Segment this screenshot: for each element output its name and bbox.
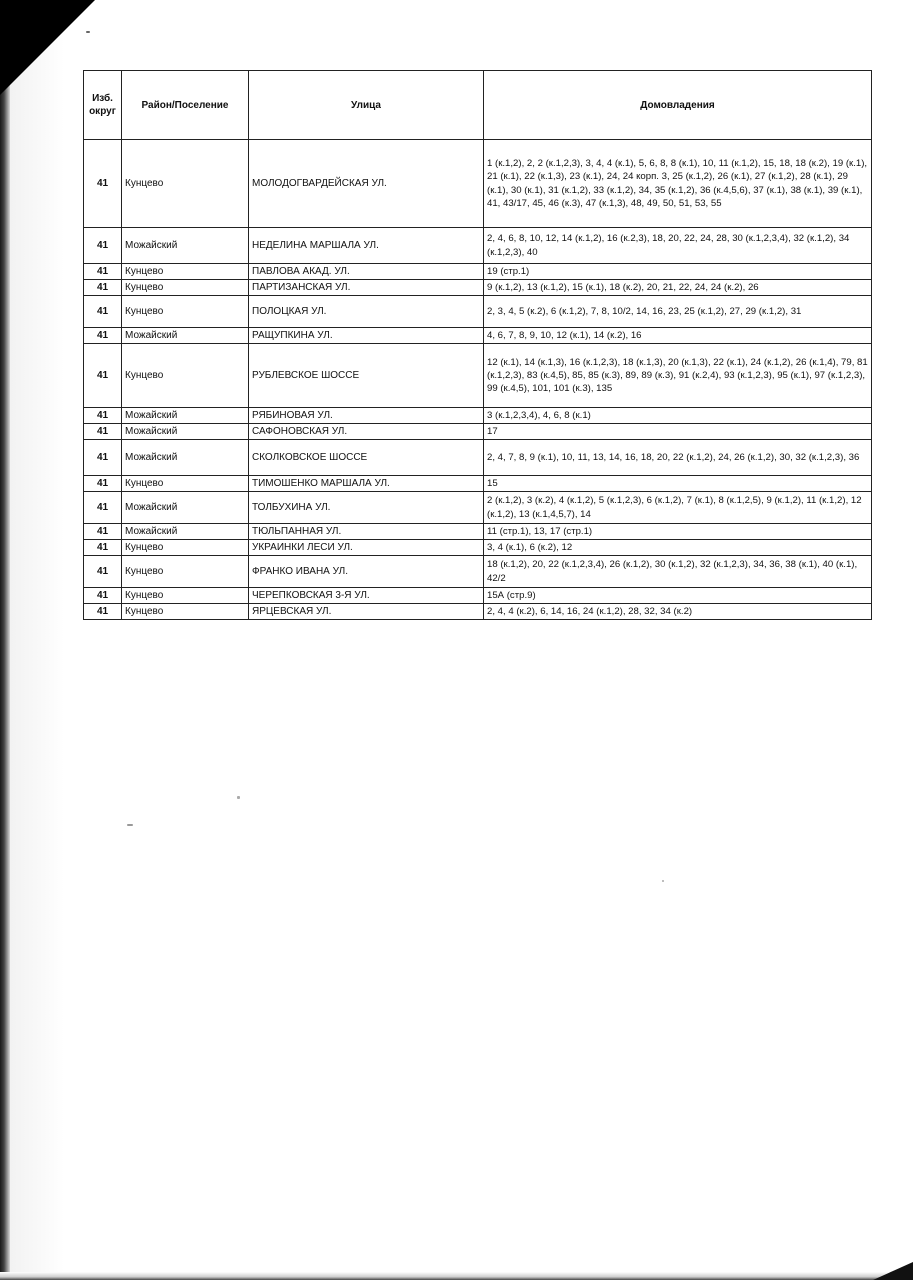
cell-district: Кунцево: [122, 280, 249, 296]
cell-street: ТОЛБУХИНА УЛ.: [249, 492, 484, 524]
cell-okrug: 41: [84, 280, 122, 296]
cell-street: ТЮЛЬПАННАЯ УЛ.: [249, 524, 484, 540]
cell-okrug: 41: [84, 140, 122, 228]
header-street: Улица: [249, 71, 484, 140]
cell-district: Кунцево: [122, 296, 249, 328]
cell-okrug: 41: [84, 344, 122, 408]
table-row: [84, 296, 872, 328]
header-district: Район/Поселение: [122, 71, 249, 140]
cell-district: Кунцево: [122, 588, 249, 604]
scan-corner-top-left: [0, 0, 95, 95]
cell-district: Кунцево: [122, 344, 249, 408]
cell-okrug: 41: [84, 540, 122, 556]
cell-district: Кунцево: [122, 540, 249, 556]
cell-okrug: 41: [84, 588, 122, 604]
table-row: [84, 440, 872, 476]
table-header-row: [84, 71, 872, 140]
cell-houses: 2 (к.1,2), 3 (к.2), 4 (к.1,2), 5 (к.1,2,3), 6 (к.1,2), 7 (к.1), 8 (к.1,2,5), 9 (к.1,2), 11 (к.1,2), 12 (к.1,2), 13 (к.1,4,5,7), 14: [484, 492, 872, 524]
cell-houses: 3 (к.1,2,3,4), 4, 6, 8 (к.1): [484, 408, 872, 424]
cell-street: ФРАНКО ИВАНА УЛ.: [249, 556, 484, 588]
cell-district: Кунцево: [122, 264, 249, 280]
cell-okrug: 41: [84, 492, 122, 524]
table-row: [84, 280, 872, 296]
cell-street: МОЛОДОГВАРДЕЙСКАЯ УЛ.: [249, 140, 484, 228]
cell-okrug: 41: [84, 424, 122, 440]
scan-corner-bottom-right: [873, 1262, 913, 1280]
cell-street: ПОЛОЦКАЯ УЛ.: [249, 296, 484, 328]
table-row: [84, 228, 872, 264]
table-row: [84, 476, 872, 492]
cell-street: ПАРТИЗАНСКАЯ УЛ.: [249, 280, 484, 296]
cell-okrug: 41: [84, 524, 122, 540]
cell-houses: 2, 3, 4, 5 (к.2), 6 (к.1,2), 7, 8, 10/2, 14, 16, 23, 25 (к.1,2), 27, 29 (к.1,2), 31: [484, 296, 872, 328]
table-row: [84, 540, 872, 556]
scan-speck: [86, 31, 90, 33]
cell-okrug: 41: [84, 264, 122, 280]
cell-street: РАЩУПКИНА УЛ.: [249, 328, 484, 344]
cell-district: Можайский: [122, 440, 249, 476]
table-row: [84, 556, 872, 588]
cell-houses: 12 (к.1), 14 (к.1,3), 16 (к.1,2,3), 18 (к.1,3), 20 (к.1,3), 22 (к.1), 24 (к.1,2), 26 (к.1,4), 79, 81 (к.1,2,3), 83 (к.4,5), 85, 85 (к.3), 89, 89 (к.3), 91 (к.2,4), 93 (к.1,2,3), 95 (к.1), 97 (к.1,2,3), 99 (к.4,5), 101, 101 (к.3), 135: [484, 344, 872, 408]
table-row: [84, 344, 872, 408]
cell-street: РУБЛЕВСКОЕ ШОССЕ: [249, 344, 484, 408]
address-table: [83, 70, 872, 620]
scan-bottom-edge: [0, 1272, 913, 1280]
cell-street: ЯРЦЕВСКАЯ УЛ.: [249, 604, 484, 620]
cell-houses: 15: [484, 476, 872, 492]
cell-street: РЯБИНОВАЯ УЛ.: [249, 408, 484, 424]
cell-houses: 2, 4, 6, 8, 10, 12, 14 (к.1,2), 16 (к.2,3), 18, 20, 22, 24, 28, 30 (к.1,2,3,4), 32 (к.1,2), 34 (к.1,2,3), 40: [484, 228, 872, 264]
cell-district: Можайский: [122, 524, 249, 540]
cell-district: Можайский: [122, 424, 249, 440]
cell-houses: 2, 4, 7, 8, 9 (к.1), 10, 11, 13, 14, 16, 18, 20, 22 (к.1,2), 24, 26 (к.1,2), 30, 32 (к.1,2,3), 36: [484, 440, 872, 476]
scan-left-edge: [0, 0, 10, 1280]
cell-street: УКРАИНКИ ЛЕСИ УЛ.: [249, 540, 484, 556]
cell-houses: 18 (к.1,2), 20, 22 (к.1,2,3,4), 26 (к.1,2), 30 (к.1,2), 32 (к.1,2,3), 34, 36, 38 (к.1), 40 (к.1), 42/2: [484, 556, 872, 588]
header-houses: Домовладения: [484, 71, 872, 140]
cell-street: САФОНОВСКАЯ УЛ.: [249, 424, 484, 440]
cell-district: Кунцево: [122, 140, 249, 228]
cell-street: СКОЛКОВСКОЕ ШОССЕ: [249, 440, 484, 476]
cell-district: Кунцево: [122, 476, 249, 492]
cell-okrug: 41: [84, 604, 122, 620]
cell-district: Можайский: [122, 328, 249, 344]
cell-okrug: 41: [84, 440, 122, 476]
cell-district: Кунцево: [122, 604, 249, 620]
scan-speck: [127, 824, 133, 826]
table-row: [84, 524, 872, 540]
cell-district: Можайский: [122, 492, 249, 524]
cell-street: НЕДЕЛИНА МАРШАЛА УЛ.: [249, 228, 484, 264]
table-row: [84, 140, 872, 228]
cell-houses: 4, 6, 7, 8, 9, 10, 12 (к.1), 14 (к.2), 16: [484, 328, 872, 344]
cell-street: ПАВЛОВА АКАД. УЛ.: [249, 264, 484, 280]
scan-speck: [662, 880, 664, 882]
table-row: [84, 604, 872, 620]
cell-street: ТИМОШЕНКО МАРШАЛА УЛ.: [249, 476, 484, 492]
cell-district: Кунцево: [122, 556, 249, 588]
cell-okrug: 41: [84, 556, 122, 588]
cell-houses: 2, 4, 4 (к.2), 6, 14, 16, 24 (к.1,2), 28, 32, 34 (к.2): [484, 604, 872, 620]
cell-houses: 11 (стр.1), 13, 17 (стр.1): [484, 524, 872, 540]
cell-street: ЧЕРЕПКОВСКАЯ 3-Я УЛ.: [249, 588, 484, 604]
table-row: [84, 408, 872, 424]
cell-houses: 19 (стр.1): [484, 264, 872, 280]
table-row: [84, 492, 872, 524]
table-row: [84, 588, 872, 604]
cell-okrug: 41: [84, 228, 122, 264]
cell-district: Можайский: [122, 408, 249, 424]
cell-houses: 9 (к.1,2), 13 (к.1,2), 15 (к.1), 18 (к.2), 20, 21, 22, 24, 24 (к.2), 26: [484, 280, 872, 296]
cell-okrug: 41: [84, 328, 122, 344]
cell-okrug: 41: [84, 476, 122, 492]
table-row: [84, 264, 872, 280]
table-row: [84, 328, 872, 344]
cell-okrug: 41: [84, 296, 122, 328]
cell-houses: 1 (к.1,2), 2, 2 (к.1,2,3), 3, 4, 4 (к.1), 5, 6, 8, 8 (к.1), 10, 11 (к.1,2), 15, 18, 18 (к.2), 19 (к.1), 21 (к.1), 22 (к.1,3), 23 (к.1), 24, 24 корп. 3, 25 (к.1,2), 26 (к.1), 27 (к.1,2), 28 (к.1), 29 (к.1), 30 (к.1), 31 (к.1,2), 33 (к.1,2), 34, 35 (к.1,2), 36 (к.4,5,6), 37 (к.1), 38 (к.1), 39 (к.1), 41, 43/17, 45, 46 (к.3), 47 (к.1,3), 48, 49, 50, 51, 53, 55: [484, 140, 872, 228]
cell-houses: 17: [484, 424, 872, 440]
header-okrug: Изб. округ: [84, 71, 122, 140]
cell-houses: 3, 4 (к.1), 6 (к.2), 12: [484, 540, 872, 556]
cell-houses: 15А (стр.9): [484, 588, 872, 604]
cell-district: Можайский: [122, 228, 249, 264]
scan-speck: [237, 796, 240, 799]
cell-okrug: 41: [84, 408, 122, 424]
table-row: [84, 424, 872, 440]
